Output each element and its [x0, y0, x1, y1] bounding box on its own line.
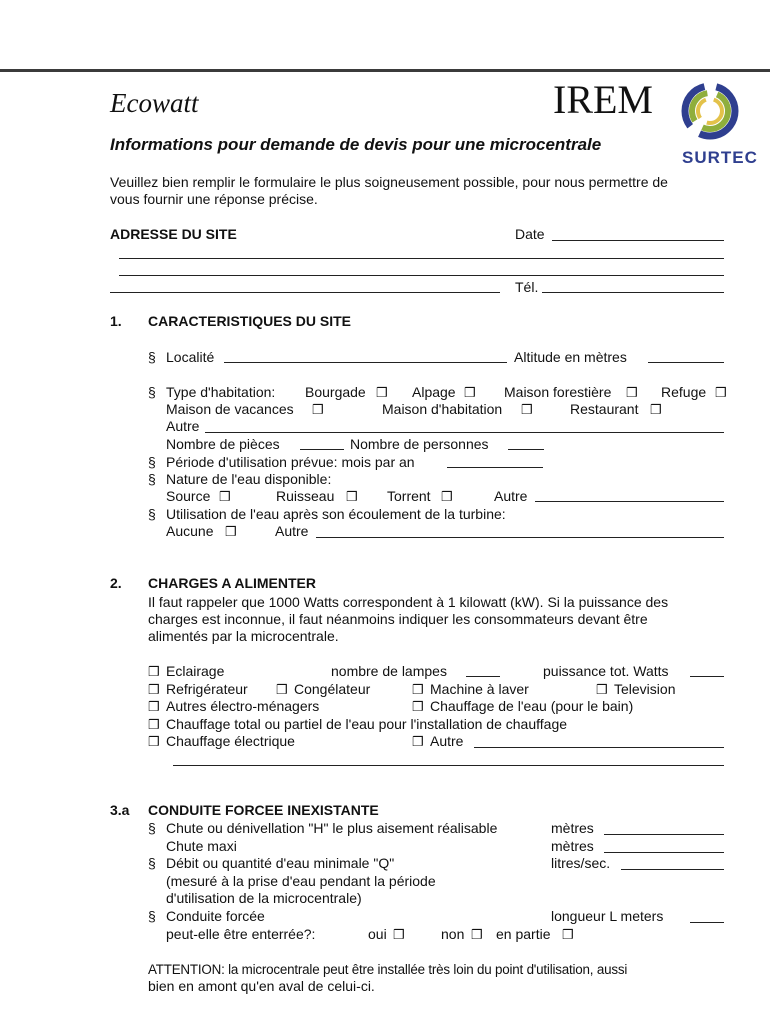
autre-util-field[interactable]	[316, 537, 724, 538]
chute-field[interactable]	[604, 834, 724, 835]
checkbox-refuge[interactable]: ❒	[715, 385, 727, 400]
checkbox-maison-vacances[interactable]: ❒	[312, 402, 324, 417]
nb-pieces-field[interactable]	[300, 449, 344, 450]
top-rule	[0, 69, 770, 72]
bullet: §	[148, 384, 156, 400]
s1-num: 1.	[110, 313, 122, 329]
opt-restaurant: Restaurant	[570, 401, 639, 417]
checkbox-aucune[interactable]: ❒	[225, 524, 237, 539]
checkbox-chauffage-total[interactable]: ❒	[148, 717, 160, 732]
longueur-field[interactable]	[690, 922, 724, 923]
opt-bourgade: Bourgade	[305, 384, 366, 400]
opt-oui: oui	[368, 926, 387, 942]
checkbox-maison-habitation[interactable]: ❒	[521, 402, 533, 417]
brand-ecowatt: Ecowatt	[110, 88, 199, 118]
nb-pieces-label: Nombre de pièces	[166, 436, 280, 452]
checkbox-television[interactable]: ❒	[596, 682, 608, 697]
opt-ruisseau: Ruisseau	[276, 488, 335, 504]
opt-en-partie: en partie	[496, 926, 551, 942]
intro-line-1: Veuillez bien remplir le formulaire le plus soigneusement possible, pour nous permettre de	[110, 174, 668, 190]
chute-label: Chute ou dénivellation "H" le plus aisement réalisable	[166, 820, 498, 836]
metres-label: mètres	[551, 820, 594, 836]
opt-congelateur: Congélateur	[294, 681, 371, 697]
checkbox-autres-electro[interactable]: ❒	[148, 699, 160, 714]
enterree-label: peut-elle être enterrée?:	[166, 926, 316, 942]
periode-field[interactable]	[447, 467, 543, 468]
checkbox-alpage[interactable]: ❒	[464, 385, 476, 400]
checkbox-ruisseau[interactable]: ❒	[346, 489, 358, 504]
autre-charge-line-2[interactable]	[173, 765, 724, 766]
checkbox-torrent[interactable]: ❒	[441, 489, 453, 504]
nb-personnes-label: Nombre de personnes	[350, 436, 489, 452]
date-label: Date	[515, 226, 545, 242]
localite-field[interactable]	[224, 362, 507, 363]
autre-charge-field[interactable]	[474, 747, 724, 748]
opt-source: Source	[166, 488, 211, 504]
chute-maxi-field[interactable]	[604, 852, 724, 853]
opt-autre-util: Autre	[275, 523, 309, 539]
mesure-line-2: d'utilisation de la microcentrale)	[166, 890, 362, 906]
date-field[interactable]	[552, 240, 724, 241]
page-title: Informations pour demande de devis pour une microcentrale	[110, 135, 602, 154]
s2-para-3: alimentés par la microcentrale.	[148, 628, 339, 644]
bullet: §	[148, 349, 156, 365]
address-line-3[interactable]	[110, 292, 500, 293]
checkbox-bourgade[interactable]: ❒	[376, 385, 388, 400]
altitude-label: Altitude en mètres	[514, 349, 627, 365]
bullet: §	[148, 454, 156, 470]
s1-heading: CARACTERISTIQUES DU SITE	[148, 313, 352, 329]
bullet: §	[148, 471, 156, 487]
opt-autre-eau: Autre	[494, 488, 528, 504]
opt-autres-electro: Autres électro-ménagers	[166, 698, 320, 714]
nb-lampes-field[interactable]	[466, 676, 500, 677]
s2-para-1: Il faut rappeler que 1000 Watts correspondent à 1 kilowatt (kW). Si la puissance des	[148, 594, 669, 610]
org-irem: IREM	[553, 77, 653, 122]
checkbox-non[interactable]: ❒	[471, 927, 483, 942]
opt-chauffage-elec: Chauffage électrique	[166, 733, 295, 749]
checkbox-autre-charge[interactable]: ❒	[412, 734, 424, 749]
opt-maison-forestiere: Maison forestière	[504, 384, 612, 400]
utilisation-label: Utilisation de l'eau après son écoulement de la turbine:	[166, 506, 506, 522]
address-line-1[interactable]	[119, 258, 724, 259]
puissance-field[interactable]	[690, 676, 724, 677]
checkbox-restaurant[interactable]: ❒	[650, 402, 662, 417]
autre-label: Autre	[166, 418, 200, 434]
opt-alpage: Alpage	[412, 384, 456, 400]
address-line-2[interactable]	[119, 275, 724, 276]
localite-label: Localité	[166, 349, 215, 365]
debit-label: Débit ou quantité d'eau minimale "Q"	[166, 855, 395, 871]
bullet: §	[148, 855, 156, 871]
litres-label: litres/sec.	[551, 855, 611, 871]
nb-lampes-label: nombre de lampes	[331, 663, 447, 679]
habitation-label: Type d'habitation:	[166, 384, 276, 400]
bullet: §	[148, 506, 156, 522]
opt-chauffage-total: Chauffage total ou partiel de l'eau pour l'installation de chauffage	[166, 716, 568, 732]
opt-maison-habitation: Maison d'habitation	[382, 401, 503, 417]
altitude-field[interactable]	[648, 362, 724, 363]
debit-field[interactable]	[621, 869, 724, 870]
address-heading: ADRESSE DU SITE	[110, 226, 237, 242]
opt-refuge: Refuge	[661, 384, 707, 400]
bullet: §	[148, 908, 156, 924]
checkbox-source[interactable]: ❒	[219, 489, 231, 504]
opt-autre-charge: Autre	[430, 733, 464, 749]
puissance-label: puissance tot. Watts	[543, 663, 669, 679]
attention-line-1: ATTENTION: la microcentrale peut être installée très loin du point d'utilisation, aussi	[148, 962, 628, 977]
surtec-logo	[674, 78, 758, 168]
metres-label-2: mètres	[551, 838, 594, 854]
logo-text: SURTEC	[682, 148, 758, 167]
opt-machine: Machine à laver	[430, 681, 529, 697]
longueur-label: longueur L meters	[551, 908, 664, 924]
checkbox-machine[interactable]: ❒	[412, 682, 424, 697]
checkbox-congelateur[interactable]: ❒	[276, 682, 288, 697]
bullet: §	[148, 820, 156, 836]
checkbox-en-partie[interactable]: ❒	[562, 927, 574, 942]
checkbox-oui[interactable]: ❒	[393, 927, 405, 942]
s3-heading: CONDUITE FORCEE INEXISTANTE	[148, 802, 379, 818]
tel-label: Tél.	[515, 279, 539, 295]
periode-label: Période d'utilisation prévue: mois par an	[166, 454, 415, 470]
opt-television: Television	[614, 681, 676, 697]
nb-personnes-field[interactable]	[508, 449, 544, 450]
conduite-label: Conduite forcée	[166, 908, 265, 924]
checkbox-refrigerateur[interactable]: ❒	[148, 682, 160, 697]
autre-eau-field[interactable]	[535, 501, 724, 502]
s3-num: 3.a	[110, 802, 130, 818]
autre-field[interactable]	[205, 432, 724, 433]
opt-chauffage-eau: Chauffage de l'eau (pour le bain)	[430, 698, 634, 714]
s2-num: 2.	[110, 575, 122, 591]
opt-refrigerateur: Refrigérateur	[166, 681, 248, 697]
opt-eclairage: Eclairage	[166, 663, 225, 679]
tel-field[interactable]	[542, 292, 724, 293]
intro-line-2: vous fournir une réponse précise.	[110, 191, 318, 207]
checkbox-eclairage[interactable]: ❒	[148, 664, 160, 679]
checkbox-maison-forestiere[interactable]: ❒	[626, 385, 638, 400]
opt-torrent: Torrent	[387, 488, 431, 504]
s2-heading: CHARGES A ALIMENTER	[148, 575, 316, 591]
checkbox-chauffage-eau[interactable]: ❒	[412, 699, 424, 714]
opt-non: non	[441, 926, 465, 942]
attention-line-2: bien en amont qu'en aval de celui-ci.	[148, 978, 375, 994]
opt-aucune: Aucune	[166, 523, 214, 539]
s2-para-2: charges est inconnue, il faut néanmoins indiquer les consommateurs devant être	[148, 611, 648, 627]
checkbox-chauffage-elec[interactable]: ❒	[148, 734, 160, 749]
chute-maxi-label: Chute maxi	[166, 838, 237, 854]
nature-label: Nature de l'eau disponible:	[166, 471, 332, 487]
opt-maison-vacances: Maison de vacances	[166, 401, 294, 417]
mesure-line-1: (mesuré à la prise d'eau pendant la période	[166, 873, 436, 889]
